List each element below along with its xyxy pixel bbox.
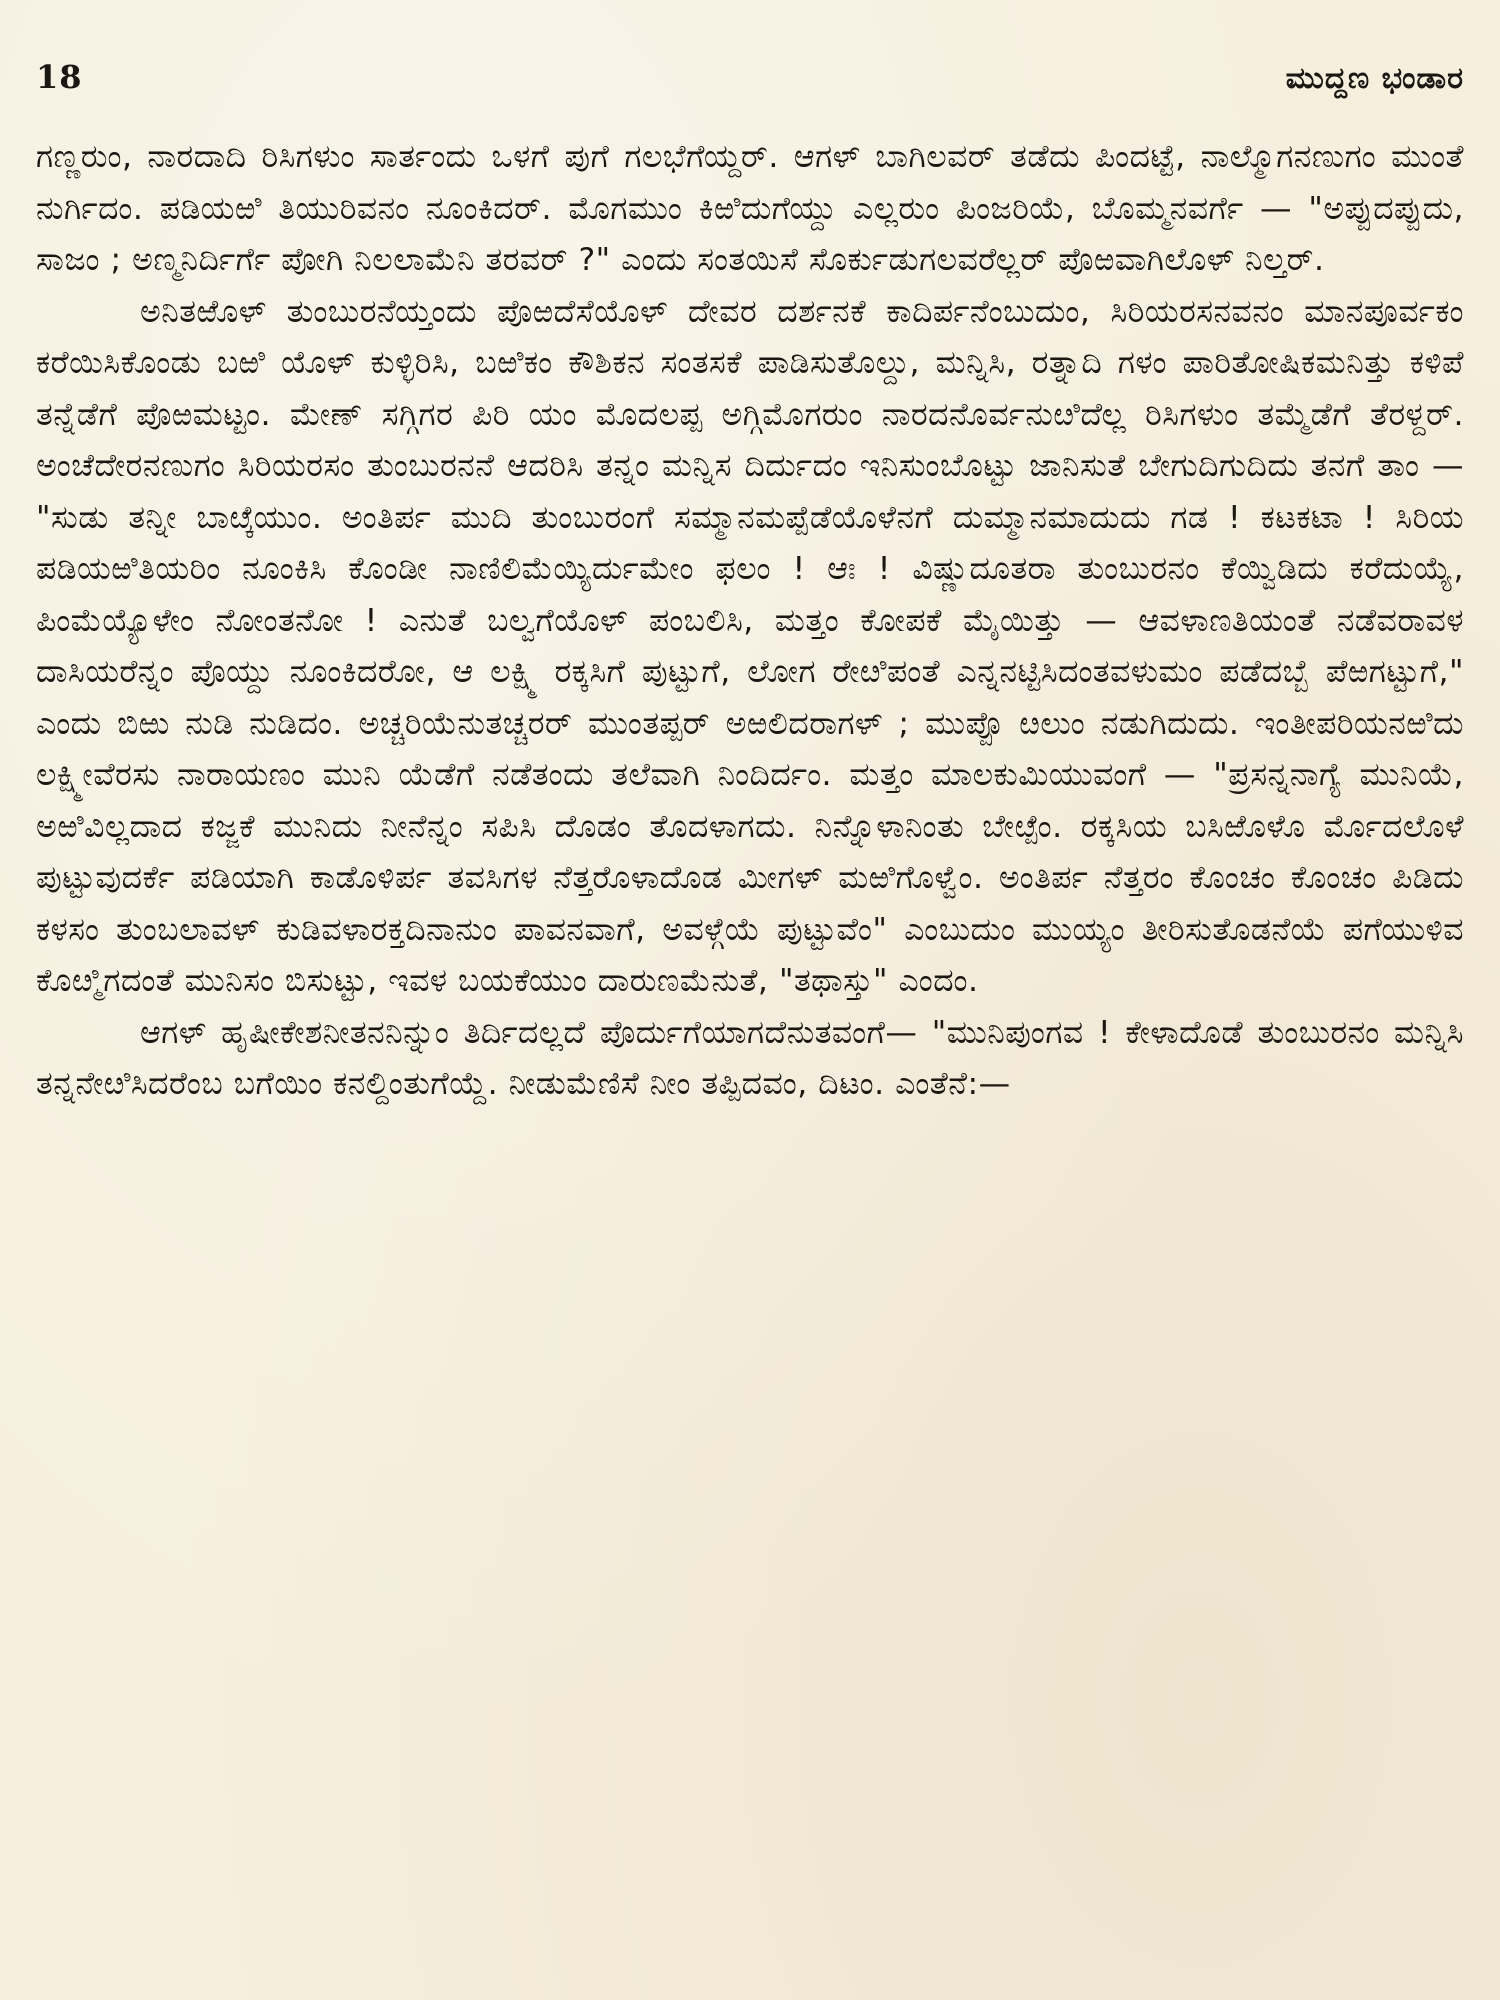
page-number: 18 [36, 58, 83, 96]
running-head [36, 58, 1464, 118]
body-text [36, 132, 1464, 1111]
book-title: ಮುದ್ದಣ ಭಂಡಾರ [1285, 61, 1464, 96]
paragraph-2: ಅನಿತಱೊಳ್ ತುಂಬುರನೆಯ್ತಂದು ಪೊಱದೆಸೆಯೊಳ್ ದೇವರ ದರ್ಶನಕೆ ಕಾದಿರ್ಪನೆಂಬುದುಂ, ಸಿರಿಯರಸನವನಂ ಮಾನಪೂರ್ವಕಂ ಕರೆಯಿಸಿಕೊಂಡು ಬಱಿ ಯೊಳ್ ಕುಳ್ಳಿರಿಸಿ, ಬಱಿಕಂ ಕೌಶಿಕನ ಸಂತಸಕೆ ಪಾಡಿಸುತೊಲ್ದು, ಮನ್ನಿಸಿ, ರತ್ನಾದಿ ಗಳಂ ಪಾರಿತೋಷಿಕಮನಿತ್ತು ಕಳಿಪೆ ತನ್ನೆಡೆಗೆ ಪೊಱಮಟ್ಟಂ. ಮೇಣ್ ಸಗ್ಗಿಗರ ಪಿರಿ ಯಂ ಮೊದಲಪ್ಪ ಅಗ್ಗಿಮೊಗರುಂ ನಾರದನೊರ್ವನುೞಿದೆಲ್ಲ ರಿಸಿಗಳುಂ ತಮ್ಮೆಡೆಗೆ ತೆರಳ್ದರ್. ಅಂಚೆದೇರನಣುಗಂ ಸಿರಿಯರಸಂ ತುಂಬುರನನೆ ಆದರಿಸಿ ತನ್ನಂ ಮನ್ನಿಸ ದಿರ್ದುದಂ ಇನಿಸುಂಬೊಟ್ಟು ಜಾನಿಸುತೆ ಬೇಗುದಿಗುದಿದು ತನಗೆ ತಾಂ — "ಸುಡು ತನ್ನೀ ಬಾೞ್ಕೆಯುಂ. ಅಂತಿರ್ಪ ಮುದಿ ತುಂಬುರಂಗೆ ಸಮ್ಮಾನಮಪ್ಪೆಡೆಯೊಳೆನಗೆ ದುಮ್ಮಾನಮಾದುದು ಗಡ ! ಕಟಕಟಾ ! ಸಿರಿಯ ಪಡಿಯಱಿತಿಯರಿಂ ನೂಂಕಿಸಿ ಕೊಂಡೀ ನಾಣಿಲಿಮೆಯ್ಯಿರ್ದುಮೇಂ ಫಲಂ ! ಆಃ ! ವಿಷ್ಣುದೂತರಾ ತುಂಬುರನಂ ಕೆಯ್ವಿಡಿದು ಕರೆದುಯ್ಯೆ, ಪಿಂಮೆಯ್ಯೊಳೇಂ ನೋಂತನೋ ! ಎನುತೆ ಬಲ್ವಗೆಯೊಳ್ ಪಂಬಲಿಸಿ, ಮತ್ತಂ ಕೋಪಕೆ ಮೈಯಿತ್ತು — ಆವಳಾಣತಿಯಂತೆ ನಡೆವರಾವಳ ದಾಸಿಯರೆನ್ನಂ ಪೊಯ್ದು ನೂಂಕಿದರೋ, ಆ ಲಕ್ಷ್ಮಿ ರಕ್ಕಸಿಗೆ ಪುಟ್ಟುಗೆ, ಲೋಗ ರೇೞಿಪಂತೆ ಎನ್ನನಟ್ಟಿಸಿದಂತವಳುಮಂ ಪಡೆದಬ್ಬೆ ಪೆಱಗಟ್ಟುಗೆ," ಎಂದು ಬಿಱು ನುಡಿ ನುಡಿದಂ. ಅಚ್ಚರಿಯೆನುತಚ್ಚರರ್ ಮುಂತಪ್ಪರ್ ಅಱಲಿದರಾಗಳ್ ; ಮುಪ್ಪೊ ೞಲುಂ ನಡುಗಿದುದು. ಇಂತೀಪರಿಯನಱಿದು ಲಕ್ಷ್ಮೀವೆರಸು ನಾರಾಯಣಂ ಮುನಿ ಯೆಡೆಗೆ ನಡೆತಂದು ತಲೆವಾಗಿ ನಿಂದಿರ್ದಂ. ಮತ್ತಂ ಮಾಲಕುಮಿಯುವಂಗೆ — "ಪ್ರಸನ್ನನಾಗ್ಯೆ ಮುನಿಯೆ, ಅಱಿವಿಲ್ಲದಾದ ಕಜ್ಜಕೆ ಮುನಿದು ನೀನೆನ್ನಂ ಸಪಿಸಿ ದೊಡಂ ತೊದಳಾಗದು. ನಿನ್ನೊಳಾನಿಂತು ಬೇೞ್ಪೆಂ. ರಕ್ಕಸಿಯ ಬಸಿಱೊಳೊ ರ್ಮೊದಲೊಳೆ ಪುಟ್ಟುವುದರ್ಕೆ ಪಡಿಯಾಗಿ ಕಾಡೊಳಿರ್ಪ ತವಸಿಗಳ ನೆತ್ತರೊಳಾದೊಡ ಮೀಗಳ್ ಮಱಿಗೊಳ್ವೆಂ. ಅಂತಿರ್ಪ ನೆತ್ತರಂ ಕೊಂಚಂ ಕೊಂಚಂ ಪಿಡಿದು ಕಳಸಂ ತುಂಬಲಾವಳ್ ಕುಡಿವಳಾರಕ್ತದಿನಾನುಂ ಪಾವನವಾಗೆ, ಅವಳ್ಗೆಯೆ ಪುಟ್ಟುವೆಂ" ಎಂಬುದುಂ ಮುಯ್ಯಂ ತೀರಿಸುತೊಡನೆಯೆ ಪಗೆಯುಳಿವ ಕೊೞ್ಮಿಗದಂತೆ ಮುನಿಸಂ ಬಿಸುಟ್ಟು, ಇವಳ ಬಯಕೆಯುಂ ದಾರುಣಮೆನುತೆ, "ತಥಾಸ್ತು" ಎಂದಂ. [36, 293, 1464, 999]
paragraph-1: ಗಣ್ಣರುಂ, ನಾರದಾದಿ ರಿಸಿಗಳುಂ ಸಾರ್ತಂದು ಒಳಗೆ ಪುಗೆ ಗಲಭೆಗೆಯ್ದರ್. ಆಗಳ್ ಬಾಗಿಲವರ್ ತಡೆದು ಪಿಂದಟ್ಟೆ, ನಾಲ್ಮೊಗನಣುಗಂ ಮುಂತೆ ನುರ್ಗಿದಂ. ಪಡಿಯಱಿ ತಿಯುರಿವನಂ ನೂಂಕಿದರ್. ಮೊಗಮುಂ ಕಿಱಿದುಗೆಯ್ದು ಎಲ್ಲರುಂ ಪಿಂಜರಿಯೆ, ಬೊಮ್ಮನವರ್ಗೆ — "ಅಪ್ಪುದಪ್ಪುದು, ಸಾಜಂ ; ಅಣ್ಮನಿರ್ದಿರ್ಗೆ ಪೋಗಿ ನಿಲಲಾಮೆನಿ ತರವರ್ ?" ಎಂದು ಸಂತಯಿಸೆ ಸೊರ್ಕುಡುಗಲವರೆಲ್ಲರ್ ಪೊಱವಾಗಿಲೊಳ್ ನಿಲ್ತರ್. [36, 139, 1464, 278]
paragraph-3: ಆಗಳ್ ಹೃಷೀಕೇಶನೀತನನಿನ್ನುಂ ತಿರ್ದಿದಲ್ಲದೆ ಪೊರ್ದುಗೆಯಾಗದೆನುತವಂಗೆ— "ಮುನಿಪುಂಗವ ! ಕೇಳಾದೊಡೆ ತುಂಬುರನಂ ಮನ್ನಿಸಿ ತನ್ನನೇೞಿಸಿದರೆಂಬ ಬಗೆಯಿಂ ಕನಲ್ದಿಂತುಗೆಯ್ದೆ. ನೀಡುಮೆಣಿಸೆ ನೀಂ ತಪ್ಪಿದವಂ, ದಿಟಂ. ಎಂತೆನೆ:— [36, 1014, 1464, 1102]
